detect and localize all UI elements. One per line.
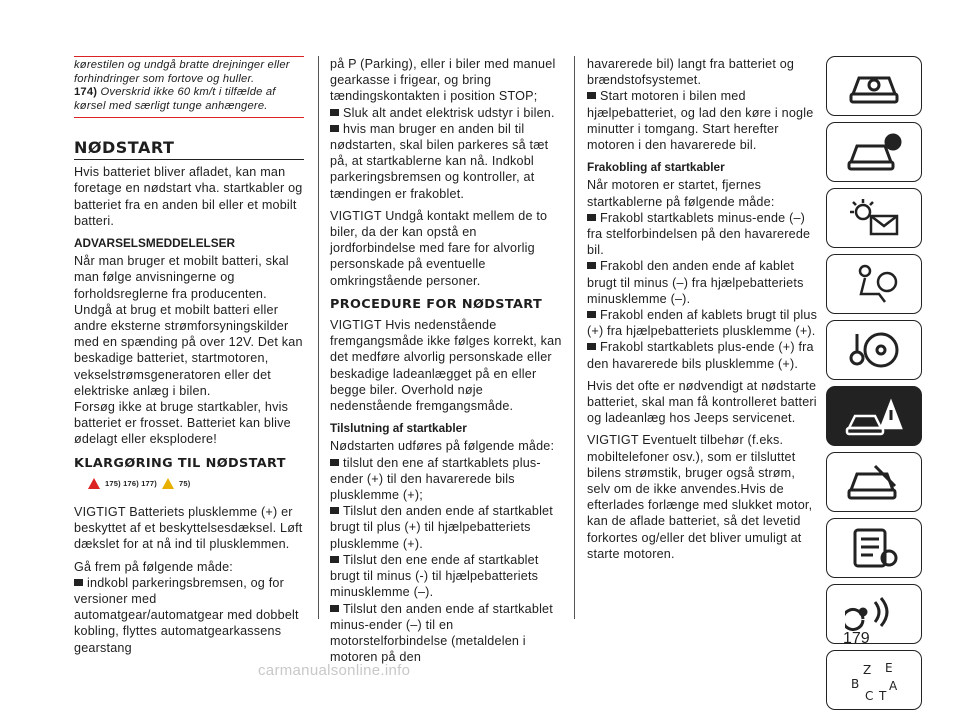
tab-technical-data[interactable]: [826, 518, 922, 578]
bullet-text: Start motoren i bilen med hjælpebatteriet, og lad den køre i nogle minutter i tomgang. Start herefter motoren i den havarerede bil.: [587, 89, 814, 153]
airbag-seat-icon: [845, 262, 903, 306]
bullet-text: Sluk alt andet elektrisk udstyr i bilen.: [343, 105, 555, 120]
warning-text-top: kørestilen og undgå bratte drejninger eller forhindringer som fortove og huller.: [74, 59, 290, 85]
bullet-item: [587, 88, 819, 153]
bullet-icon: [587, 311, 596, 318]
column-3: [587, 56, 819, 568]
light-envelope-icon: [845, 196, 903, 240]
bullet-text: Frakobl den anden ende af kablet brugt til minus (–) fra hjælpebatteriets minusklemme (–).: [587, 259, 804, 306]
heading-procedure: PROCEDURE FOR NØDSTART: [330, 296, 543, 312]
car-dashboard-icon: [845, 64, 903, 108]
index-letter: T: [879, 689, 887, 702]
column-1: [74, 56, 304, 656]
column-2: [330, 56, 562, 665]
bullet-text: Frakobl startkablets plus-ende (+) fra den havarerede bils plusklemme (+).: [587, 340, 814, 371]
bullet-icon: [74, 579, 83, 586]
bullet-text: Frakobl startkablets minus-ende (–) fra stelforbindelsen på den havarerede bil.: [587, 210, 811, 258]
bullet-icon: [587, 214, 596, 221]
bullet-text: Tilslut den anden ende af startkablet brugt til plus (+) til hjælpebatteriets plusklemme (+).: [330, 504, 553, 551]
subheading-advarsel: ADVARSELSMEDDELELSER: [74, 236, 236, 251]
bullet-text: hvis man bruger en anden bil til nødstarten, skal bilen parkeres så tæt på, at startkablerne kan nå. Indkobl parkeringsbremsen og kontroller, at tændingen er frakoblet.: [330, 121, 549, 201]
breakdown-car-icon: [845, 394, 903, 438]
bullet-icon: [330, 125, 339, 132]
tab-servicing[interactable]: [826, 452, 922, 512]
paragraph-intro: Hvis batteriet bliver afladet, kan man foretage en nødstart vha. startkabler og batteriet fra en anden bil eller et mobilt batteri.: [74, 165, 303, 228]
bullet-item: [330, 105, 562, 121]
specifications-list-icon: [845, 526, 903, 570]
tab-driving[interactable]: [826, 320, 922, 380]
index-letter: E: [885, 661, 893, 675]
bullet-item: [74, 575, 304, 656]
paragraph-adv-3: Forsøg ikke at bruge startkabler, hvis batteriet er frosset. Batteriet kan blive ødelagt eller eksplodere!: [74, 400, 291, 447]
bullet-icon: [330, 507, 339, 514]
heading-nodstart: NØDSTART: [74, 140, 304, 160]
paragraph-ofte: Hvis det ofte er nødvendigt at nødstarte batteriet, skal man få kontrolleret batteri og ladeanlæg hos Jeeps servicenet.: [587, 378, 817, 426]
column-divider-1: [318, 56, 319, 619]
bullet-icon: [587, 262, 596, 269]
bullet-icon: [330, 605, 339, 612]
tab-multimedia[interactable]: [826, 584, 922, 644]
bullet-icon: [330, 556, 339, 563]
bullet-icon: [587, 343, 596, 350]
warning-triangle-icon: [88, 478, 100, 489]
index-letter: B: [851, 677, 860, 691]
paragraph-adv-1: Når man bruger et mobilt batteri, skal man følge anvisningerne og forholdsreglerne fra producenten.: [74, 254, 289, 301]
tab-dashboard[interactable]: [826, 56, 922, 116]
paragraph-vigtigt: VIGTIGT Undgå kontakt mellem de to biler, da der kan opstå en jordforbindelse med fare for alvorlig personskade på eventuelle omkringstående personer.: [330, 208, 548, 288]
warning-number: 174): [74, 86, 98, 98]
subheading-tilslutning: Tilslutning af startkabler: [330, 421, 467, 436]
bullet-item: [587, 210, 819, 259]
tab-emergency[interactable]: [826, 386, 922, 446]
bullet-item: [330, 121, 562, 202]
bullet-icon: [330, 459, 339, 466]
warning-text-174: Overskrid ikke 60 km/t i tilfælde af kørsel med særligt tunge anhængere.: [74, 86, 276, 112]
index-letters-icon: [845, 658, 903, 702]
paragraph-udfores: Nødstarten udføres på følgende måde:: [330, 439, 555, 454]
bullet-icon: [587, 92, 596, 99]
column-divider-2: [574, 56, 575, 619]
paragraph-cont: på P (Parking), eller i biler med manuel gearkasse i frigear, og bring tændingskontakten i position STOP;: [330, 57, 556, 104]
paragraph-adv-2: Undgå at brug et mobilt batteri eller andre eksterne strømforsyningskilder med en spænding på over 12V. Det kan beskadige batteriet, startmotoren, vekselstrømsgeneratoren eller det elektriske anlæg i bilen.: [74, 302, 303, 398]
paragraph-gaa: Gå frem på følgende måde:: [74, 559, 234, 574]
car-info-icon: [845, 130, 903, 174]
bullet-item: [587, 307, 819, 339]
paragraph-vigtigt: VIGTIGT Batteriets plusklemme (+) er beskyttet af et beskyttelsesdæksel. Løft dækslet for at nå ind til plusklemmen.: [74, 505, 303, 552]
paragraph-vigtigt: VIGTIGT Eventuelt tilbehør (f.eks. mobiltelefoner osv.), som er tilsluttet bilens strømstik, bruger også strøm, selv om de ikke anvendes.Hvis de efterlades forlænge med slukket motor, kan de aflade batteriet, så det levetid forkortes og/eller det bliver umuligt at starte motoren.: [587, 433, 813, 561]
bullet-item: [330, 552, 562, 601]
car-tools-icon: [845, 460, 903, 504]
tab-safety[interactable]: [826, 254, 922, 314]
index-letter: A: [889, 679, 898, 693]
bullet-icon: [330, 109, 339, 116]
warning-box: [74, 56, 304, 118]
index-letter: Z: [863, 663, 872, 677]
bullet-item: [587, 339, 819, 371]
warning-references: [88, 476, 304, 492]
bullet-text: Frakobl enden af kablets brugt til plus (+) fra hjælpebatteriets plusklemme (+).: [587, 308, 818, 339]
paragraph-cont: havarerede bil) langt fra batteriet og brændstofsystemet.: [587, 57, 795, 88]
heading-klargoring: KLARGØRING TIL NØDSTART: [74, 455, 286, 471]
watermark: carmanualsonline.info: [258, 662, 411, 679]
tab-lights-messages[interactable]: [826, 188, 922, 248]
yellow-refs: 75): [179, 478, 191, 488]
bullet-item: [587, 258, 819, 307]
paragraph-naar: Når motoren er startet, fjernes startkablerne på følgende måde:: [587, 178, 775, 209]
red-refs: 175) 176) 177): [105, 478, 158, 488]
bullet-text: Tilslut den anden ende af startkablet minus-ender (–) til en motorstelforbindelse (metaldelen i motoren på den: [330, 601, 553, 665]
bullet-item: [330, 503, 562, 552]
chapter-tabs: [826, 56, 926, 716]
page-number: 179: [843, 630, 870, 647]
subheading-frakobling: Frakobling af startkabler: [587, 160, 725, 175]
index-letter: C: [865, 689, 874, 702]
bullet-text: tilslut den ene af startkablets plus-ender (+) til den havarerede bils plusklemme (+);: [330, 455, 541, 503]
steering-wheel-icon: [845, 328, 903, 372]
caution-triangle-icon: [162, 478, 174, 489]
bullet-text: Tilslut den ene ende af startkablet brugt til minus (-) til hjælpebatteriets minusklemme (–).: [330, 552, 539, 600]
tab-index[interactable]: [826, 650, 922, 710]
bullet-item: [330, 455, 562, 504]
bullet-item: [330, 601, 562, 666]
tab-car-info[interactable]: [826, 122, 922, 182]
paragraph-vigtigt-2: VIGTIGT Hvis nedenstående fremgangsmåde ikke følges korrekt, kan det medføre alvorlig personskade eller beskadige ladeanlægget på en eller begge biler. Overhold nøje nedenstående fremgangsmåde.: [330, 318, 562, 414]
bullet-text: indkobl parkeringsbremsen, og for versioner med automatgear/automatgear med dobbelt kobling, flyttes automatgearkassens gearstang: [74, 575, 299, 655]
